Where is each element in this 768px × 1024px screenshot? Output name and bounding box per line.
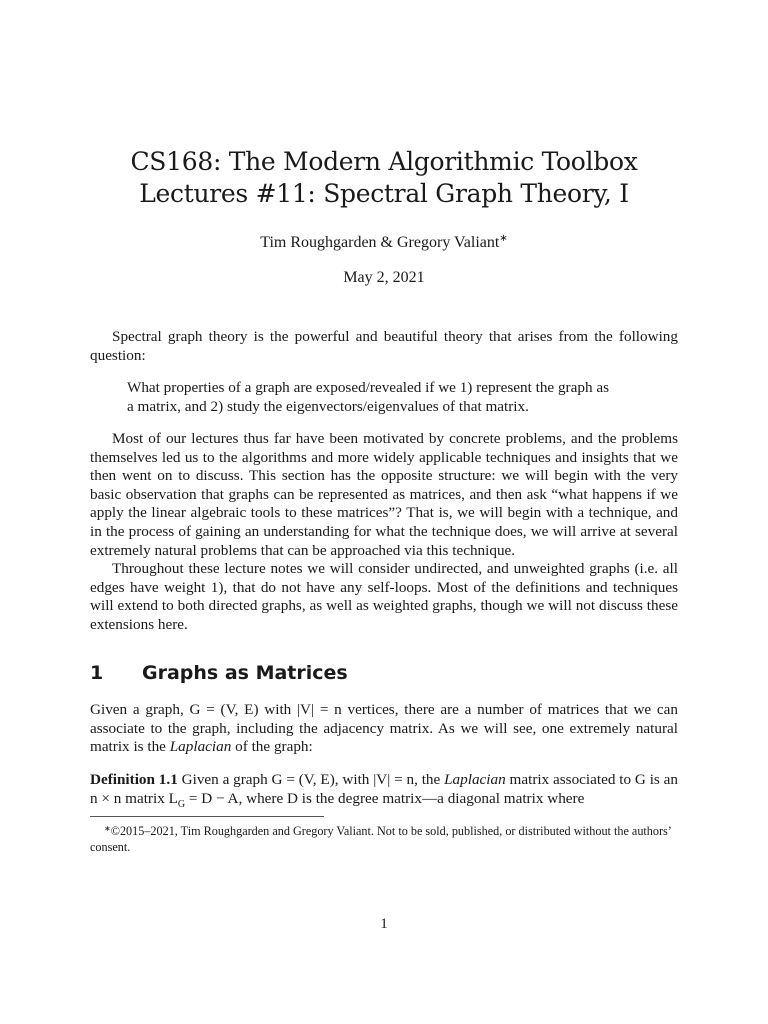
authors-footnote-mark: ∗ (499, 233, 508, 244)
section-title: Graphs as Matrices (142, 662, 348, 684)
footnote-mark: ∗ (104, 824, 111, 833)
definition-text-b: matrix associated to G is an n × n matrix L (90, 771, 678, 807)
definition-text-a: Given a graph G = (V, E), with |V| = n, the (177, 771, 445, 788)
definition-subscript: G (177, 798, 186, 810)
intro-paragraph-1: Spectral graph theory is the powerful and beautiful theory that arises from the following question: (90, 328, 678, 364)
definition-emphasis: Laplacian (444, 771, 506, 788)
paper-title-line-2: Lectures #11: Spectral Graph Theory, I (139, 179, 629, 208)
intro-paragraph-3: Throughout these lecture notes we will consider undirected, and unweighted graphs (i.e. all edges have weight 1), that do not have any self-loops. Most of the definitions and techniques will extend to both directed graphs, as well as weighted graphs, though we will not discuss these extensions here. (90, 560, 678, 633)
intro-quote-line-1: What properties of a graph are exposed/revealed if we 1) represent the graph as (127, 379, 609, 396)
footnote-text: ©2015–2021, Tim Roughgarden and Gregory Valiant. Not to be sold, published, or distributed without the authors’ consent. (90, 824, 671, 854)
definition-block (90, 771, 678, 814)
authors-names: Tim Roughgarden & Gregory Valiant (260, 234, 500, 251)
definition-label: Definition 1.1 (90, 771, 178, 788)
footnote (90, 821, 678, 855)
intro-paragraph-2: Most of our lectures thus far have been motivated by concrete problems, and the problems themselves led us to the algorithms and more widely applicable techniques and insights that we then went on to discuss. This section has the opposite structure: we will begin with the very basic observation that graphs can be represented as matrices, and then ask “what happens if we apply the linear algebraic tools to these matrices”? That is, we will begin with a technique, and in the process of gaining an understanding for what the technique does, we will arrive at several extremely natural problems that can be approached via this technique. (90, 430, 678, 559)
section-paragraph-text-b: of the graph: (231, 738, 313, 756)
section-number: 1 (90, 662, 104, 684)
paper-title-line-1: CS168: The Modern Algorithmic Toolbox (130, 147, 638, 176)
section-paragraph-emphasis: Laplacian (169, 738, 232, 756)
date: May 2, 2021 (343, 269, 425, 286)
intro-quote-line-2: a matrix, and 2) study the eigenvectors/eigenvalues of that matrix. (127, 397, 529, 415)
intro-quote (127, 379, 679, 416)
page-number: 1 (380, 916, 388, 932)
section-paragraph-text-a: Given a graph, G = (V, E) with |V| = n vertices, there are a number of matrices that we can associate to the graph, including the adjacency matrix. As we will see, one extremely natural matrix is the (90, 701, 678, 756)
section-paragraph (90, 701, 678, 757)
authors (0, 233, 768, 252)
footnote-rule (90, 816, 324, 817)
section-heading (90, 662, 348, 684)
definition-text-c: = D − A, where D is the degree matrix—a diagonal matrix where (185, 789, 585, 807)
